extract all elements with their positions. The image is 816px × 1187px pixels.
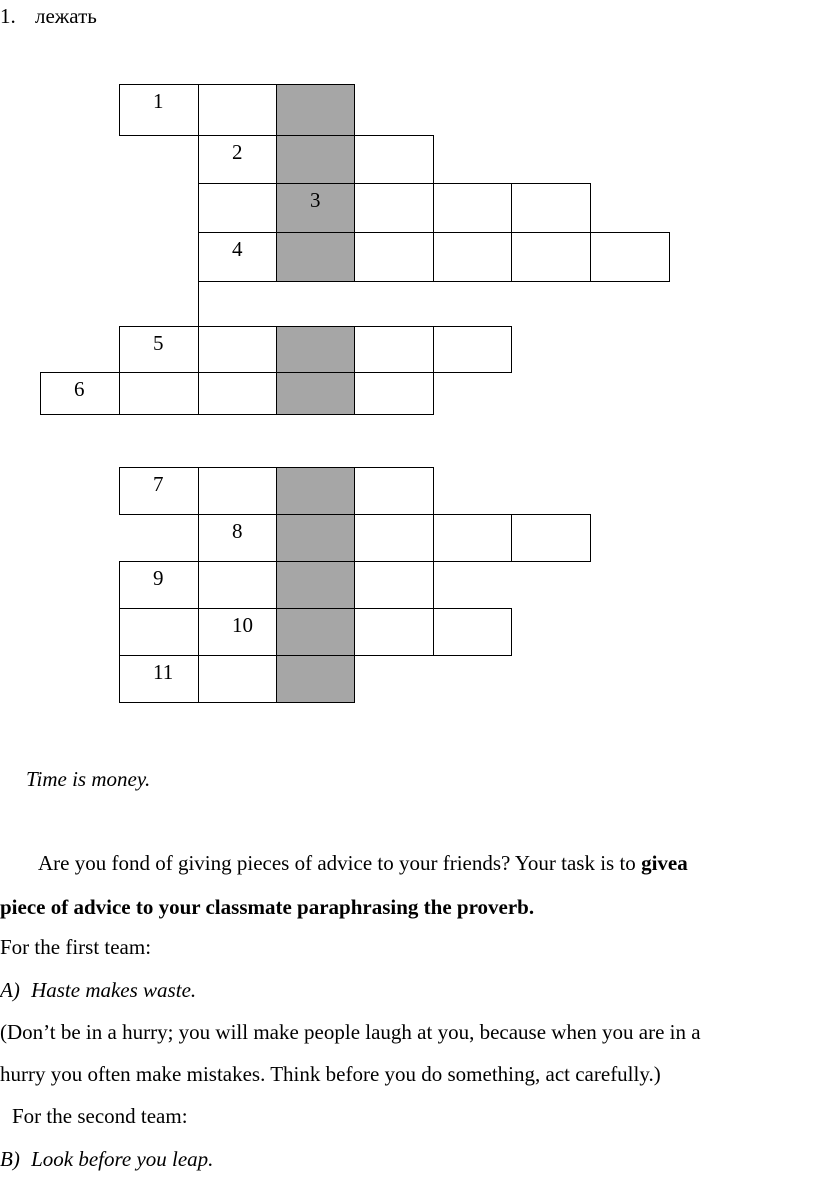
crossword-cell[interactable] [198,326,277,373]
list-item [0,4,97,28]
crossword-cell[interactable] [590,232,670,282]
list-number: 1. [0,4,16,28]
clue-number: 1 [153,89,164,113]
crossword-cell[interactable] [433,326,512,373]
list-word: лежать [35,4,97,28]
team2-proverb: Look before you leap. [31,1147,214,1171]
crossword-cell[interactable] [433,232,512,282]
crossword-cell[interactable] [354,608,434,656]
crossword-cell[interactable] [198,514,277,562]
crossword-cell-keyword[interactable] [276,326,355,373]
crossword-cell-keyword[interactable] [276,84,355,136]
crossword-cell[interactable] [511,183,591,233]
team1-heading: For the first team: [0,935,152,959]
crossword-cell-keyword[interactable] [276,372,355,415]
crossword-cell-keyword[interactable] [276,655,355,703]
team1-proverb: Haste makes waste. [31,978,197,1002]
task-line-2: piece of advice to your classmate paraphrasing the proverb. [0,895,535,919]
crossword-cell[interactable] [511,232,591,282]
team2-proverb-line [0,1147,213,1171]
crossword-cell[interactable] [119,467,199,515]
crossword-cell-keyword[interactable] [276,467,355,515]
crossword-cell[interactable] [198,561,277,609]
crossword-cell[interactable] [354,326,434,373]
clue-number: 9 [153,566,164,590]
crossword-cell[interactable] [198,84,277,136]
team1-label: A) [0,978,20,1002]
crossword-cell[interactable] [119,84,199,136]
crossword-cell[interactable] [198,372,277,415]
clue-number: 2 [232,140,243,164]
crossword-cell-keyword[interactable] [276,608,355,656]
crossword-cell[interactable] [119,326,199,373]
crossword-cell[interactable] [119,561,199,609]
clue-number: 11 [153,660,174,684]
clue-number: 8 [232,519,243,543]
crossword-cell-keyword[interactable] [276,135,355,184]
crossword-cell[interactable] [198,608,277,656]
team2-label: B) [0,1147,20,1171]
task-line-1 [38,851,688,875]
team2-heading: For the second team: [12,1104,188,1128]
grid-divider [119,608,120,656]
team1-proverb-line [0,978,196,1002]
crossword-cell-keyword[interactable] [276,514,355,562]
crossword-cell[interactable] [198,183,277,233]
clue-number: 7 [153,472,164,496]
crossword-cell[interactable] [354,561,434,609]
crossword-cell[interactable] [354,135,434,184]
task-text: Are you fond of giving pieces of advice to your friends? Your task is to [38,851,642,875]
crossword-cell[interactable] [433,183,512,233]
crossword-cell[interactable] [354,232,434,282]
clue-number: 6 [74,377,85,401]
crossword-cell[interactable] [198,467,277,515]
crossword-cell[interactable] [40,372,120,415]
crossword-cell-keyword[interactable] [276,561,355,609]
grid-divider [198,281,199,327]
team1-explanation-2: hurry you often make mistakes. Think before you do something, act carefully.) [0,1062,661,1086]
team1-explanation-1: (Don’t be in a hurry; you will make people laugh at you, because when you are in a [0,1020,701,1044]
crossword-cell-keyword[interactable] [276,183,355,233]
crossword-cell[interactable] [198,135,277,184]
crossword-cell[interactable] [354,514,434,562]
crossword-cell[interactable] [119,372,199,415]
crossword-cell[interactable] [433,514,512,562]
crossword-cell[interactable] [433,608,512,656]
crossword-cell-keyword[interactable] [276,232,355,282]
crossword-cell[interactable] [198,232,277,282]
proverb-title: Time is money. [26,767,151,791]
crossword-cell[interactable] [354,183,434,233]
crossword-cell[interactable] [354,372,434,415]
crossword-cell[interactable] [511,514,591,562]
clue-number: 3 [310,188,321,212]
crossword-cell[interactable] [119,655,199,703]
task-emphasis: givea [641,851,688,875]
clue-number: 5 [153,331,164,355]
crossword-cell[interactable] [198,655,277,703]
clue-number: 4 [232,237,243,261]
clue-number: 10 [232,613,253,637]
crossword-cell[interactable] [354,467,434,515]
